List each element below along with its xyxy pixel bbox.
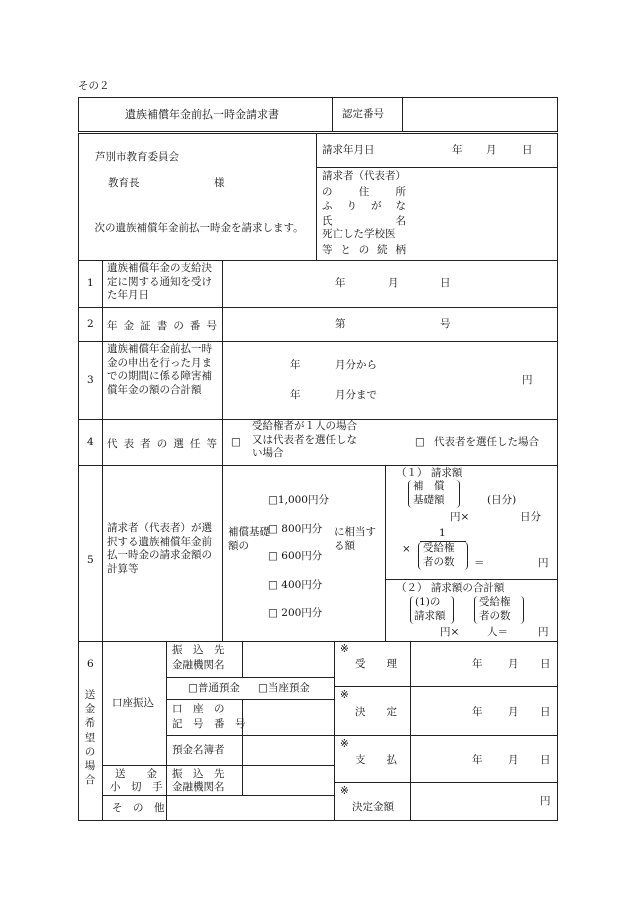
row5-number: 5 — [87, 554, 94, 566]
row4-label: 代 表 者 の 選 任 等 — [107, 438, 217, 450]
current-deposit-option[interactable]: □ 当座預金 — [258, 682, 310, 695]
decision-month: 月 — [508, 706, 519, 718]
claimant-info-field[interactable] — [410, 170, 555, 258]
other-label: そ の 他 — [112, 802, 165, 814]
addressee-sama: 様 — [214, 177, 225, 189]
row1-date-field[interactable] — [224, 262, 556, 305]
date-day: 日 — [522, 144, 533, 156]
total-claim-amount-field[interactable] — [387, 581, 556, 639]
decision-year: 年 — [472, 706, 483, 718]
addressee-chief: 教育長 — [108, 177, 140, 189]
row3-yen: 円 — [522, 374, 533, 386]
calc1-yen-times: 円× — [450, 511, 470, 523]
row2-go: 号 — [440, 318, 451, 330]
row4-option1-checkbox[interactable] — [231, 436, 241, 449]
calc1-hosho: 補 償 — [413, 480, 445, 492]
row6-number: 6 — [87, 658, 94, 670]
option-800[interactable]: □ 800円分 — [268, 523, 322, 536]
cert-number-label: 認定番号 — [342, 108, 384, 120]
row1-number: 1 — [87, 277, 94, 289]
base-amount-label: 補償基礎額の — [228, 526, 270, 552]
calc2-sum-a: (1)の — [415, 596, 441, 608]
calc1-jukyu1: 受給権 — [423, 542, 455, 554]
decision-label: 決 定 — [355, 706, 397, 718]
row4-number: 4 — [87, 436, 94, 448]
claimant-relation-label-2: 等 と の 続 柄 — [322, 244, 406, 256]
row3-to: 月分まで — [335, 389, 377, 401]
row3-from-year: 年 — [290, 359, 301, 371]
ordinary-deposit-option[interactable]: □ 普通預金 — [188, 682, 240, 695]
row6-side-label: 送 金 希 望 の 場 合 — [84, 689, 96, 787]
row2-number: 2 — [87, 318, 94, 330]
payment-month: 月 — [508, 754, 519, 766]
decided-amount-mark: ※ — [340, 785, 349, 797]
check-bank-label-2: 金融機関名 — [172, 781, 225, 793]
account-number-label-2: 記 号 番 号 — [172, 718, 246, 730]
option-200[interactable]: □ 200円分 — [268, 607, 322, 620]
cert-number-field[interactable] — [403, 98, 557, 131]
calc1-yen: 円 — [538, 557, 549, 569]
receipt-month: 月 — [508, 658, 519, 670]
bank-transfer-label: 口座振込 — [112, 697, 154, 709]
claim-amount-field[interactable] — [387, 467, 556, 577]
decided-amount-yen: 円 — [540, 795, 551, 807]
calc2-jukyu1: 受給権 — [479, 596, 511, 608]
calc2-jukyu2: 者の数 — [479, 610, 511, 622]
claimant-furigana-label: ふ り が な — [322, 200, 406, 212]
calc2-nin-eq: 人＝ — [487, 626, 508, 638]
option-1000[interactable]: □ 1,000円分 — [268, 494, 329, 507]
equivalent-amount-label: に相当する額 — [334, 526, 376, 552]
request-date-label: 請求年月日 — [322, 144, 375, 156]
check-bank-label-1: 振 込 先 — [172, 768, 225, 780]
payment-year: 年 — [472, 754, 483, 766]
other-field[interactable] — [168, 797, 332, 819]
claimant-address-label: の 住 所 — [322, 186, 406, 198]
pension-certificate-number-field[interactable] — [224, 309, 556, 339]
calc1-eq: ＝ — [474, 557, 485, 569]
account-number-label-1: 口 座 の — [172, 703, 225, 715]
page-heading: その２ — [78, 80, 110, 92]
row4-option1-label: 受給権者が１人の場合又は代表者を選任しない場合 — [252, 420, 357, 460]
request-date-field[interactable] — [395, 136, 555, 164]
remittance-check-label-1: 送 金 — [115, 768, 157, 780]
calc1-one: 1 — [439, 527, 446, 539]
row3-number: 3 — [87, 374, 94, 386]
calc2-yen-times: 円× — [440, 626, 460, 638]
row2-dai: 第 — [335, 318, 346, 330]
row4-option2-label: 代表者を選任した場合 — [434, 436, 539, 448]
row3-period-amount-field[interactable] — [224, 343, 556, 417]
payment-day: 日 — [540, 754, 551, 766]
calc1-title: （１） 請求額 — [396, 467, 463, 479]
receipt-year: 年 — [472, 658, 483, 670]
decided-amount-label: 決定金額 — [352, 801, 394, 813]
row1-day: 日 — [440, 277, 451, 289]
row2-label: 年 金 証 書 の 番 号 — [107, 320, 217, 332]
calc1-nichibun: (日分) — [487, 494, 517, 506]
payment-mark: ※ — [340, 738, 349, 750]
row3-to-year: 年 — [290, 389, 301, 401]
bank-name-field[interactable] — [244, 643, 332, 675]
row1-label: 遺族補償年金の支給決定に関する通知を受けた年月日 — [107, 262, 212, 302]
calc1-nichibun2: 日分 — [520, 511, 541, 523]
payment-label: 支 払 — [355, 754, 397, 766]
calc1-times: × — [402, 543, 411, 555]
decision-mark: ※ — [340, 689, 349, 701]
form-title: 遺族補償年金前払一時金請求書 — [125, 108, 279, 121]
calc1-jukyu2: 者の数 — [423, 556, 455, 568]
claimant-name-label: 氏 名 — [322, 215, 406, 227]
row1-year: 年 — [335, 277, 346, 289]
calc1-kisogaku: 基礎額 — [413, 494, 445, 506]
row3-label: 遺族補償年金前払一時金の申出を行った月までの期間に係る障害補償年金の額の合計額 — [107, 343, 212, 396]
receipt-label: 受 理 — [355, 658, 397, 670]
claimant-label: 請求者（代表者） — [322, 170, 406, 182]
claimant-relation-label-1: 死亡した学校医 — [322, 228, 396, 240]
account-holder-label: 預金名簿者 — [172, 744, 225, 756]
receipt-mark: ※ — [340, 643, 349, 655]
date-year: 年 — [452, 144, 463, 156]
check-bank-field[interactable] — [244, 767, 332, 793]
row3-from: 月分から — [335, 359, 377, 371]
row4-option2-checkbox[interactable] — [415, 436, 425, 449]
addressee-org: 芦別市教育委員会 — [95, 151, 179, 163]
date-month: 月 — [486, 144, 497, 156]
row5-label: 請求者（代表者）が選択する遺族補償年金前払一時金の請求金額の計算等 — [107, 522, 212, 575]
row1-month: 月 — [388, 277, 399, 289]
account-number-field[interactable] — [244, 701, 332, 733]
calc2-yen: 円 — [538, 626, 549, 638]
account-holder-field[interactable] — [244, 737, 332, 763]
bank-dest-label-2: 金融機関名 — [172, 659, 225, 671]
option-400[interactable]: □ 400円分 — [268, 579, 322, 592]
calc2-sum-b: 請求額 — [414, 610, 446, 622]
decision-day: 日 — [540, 706, 551, 718]
receipt-day: 日 — [540, 658, 551, 670]
request-text: 次の遺族補償年金前払一時金を請求します。 — [94, 222, 304, 234]
calc2-title: （２） 請求額の合計額 — [396, 582, 505, 594]
bank-dest-label-1: 振 込 先 — [172, 644, 225, 656]
option-600[interactable]: □ 600円分 — [268, 550, 322, 563]
remittance-check-label-2: 小 切 手 — [110, 781, 163, 793]
